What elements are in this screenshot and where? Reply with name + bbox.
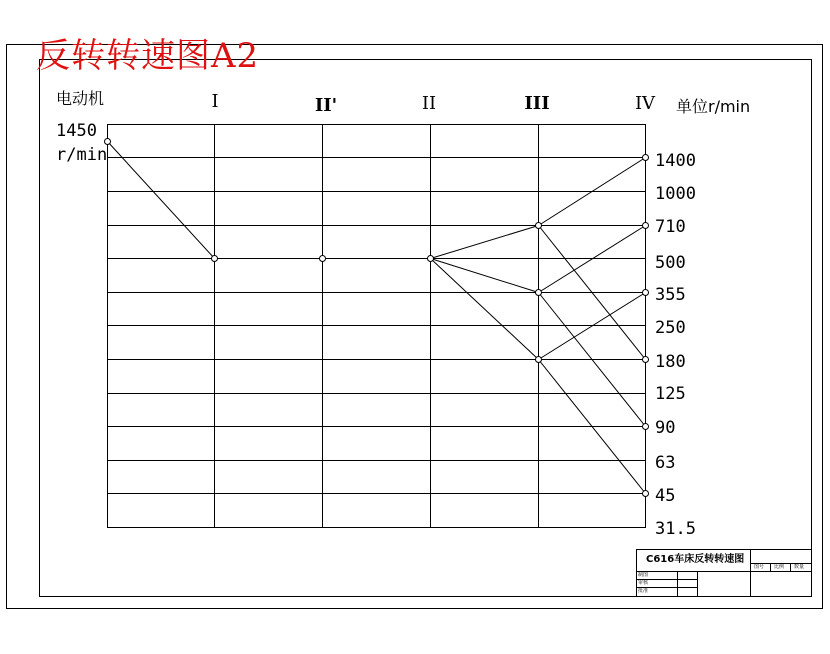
speed-label-250: 250: [655, 318, 686, 338]
speed-label-180: 180: [655, 352, 686, 372]
speed-node: [428, 256, 434, 262]
speed-node: [105, 139, 111, 145]
speed-node: [643, 155, 649, 161]
speed-node: [643, 491, 649, 497]
speed-node: [536, 290, 542, 296]
speed-node: [320, 256, 326, 262]
title-block-row-approved: 批准: [638, 588, 649, 594]
speed-transmission-line: [431, 226, 539, 259]
motor-label: 电动机: [56, 89, 105, 108]
title-block-cell-scale: 比例: [774, 564, 785, 570]
speed-label-1400: 1400: [655, 151, 696, 171]
speed-label-355: 355: [655, 285, 686, 305]
speed-label-1000: 1000: [655, 184, 696, 204]
speed-node: [643, 223, 649, 229]
title-block-row-reviewed: 审核: [638, 580, 649, 586]
motor-speed: 1450: [56, 121, 97, 141]
speed-nodes: [105, 139, 649, 497]
speed-label-500: 500: [655, 253, 686, 273]
speed-lines: [108, 142, 646, 494]
title-block-row-drafted: 制图: [638, 572, 649, 578]
shaft-label-iv: IV: [634, 93, 656, 114]
speed-node: [212, 256, 218, 262]
speed-node: [643, 290, 649, 296]
speed-transmission-line: [108, 142, 215, 259]
speed-label-90: 90: [655, 418, 676, 438]
speed-transmission-line: [431, 259, 539, 360]
drawing-title: 反转转速图A2: [36, 36, 260, 76]
shaft-label-ii-prime: II': [314, 95, 338, 116]
speed-node: [643, 357, 649, 363]
speed-label-710: 710: [655, 217, 686, 237]
sheet-inner-border: [40, 60, 812, 597]
shaft-label-i: I: [211, 91, 219, 112]
speed-unit-label: 单位r/min: [676, 97, 751, 116]
speed-label-31-5: 31.5: [655, 519, 696, 539]
title-block-cell-drawing-no: 图号: [754, 564, 765, 570]
speed-label-63: 63: [655, 453, 676, 473]
speed-node: [536, 223, 542, 229]
speed-node: [536, 357, 542, 363]
title-block-cell-quantity: 数量: [794, 564, 805, 570]
speed-label-45: 45: [655, 486, 676, 506]
speed-transmission-line: [431, 259, 539, 293]
motor-speed-unit: r/min: [56, 145, 108, 165]
sheet-outer-border: [7, 45, 823, 609]
speed-label-125: 125: [655, 384, 686, 404]
shaft-label-ii: II: [421, 93, 437, 114]
shaft-label-iii: III: [524, 93, 550, 114]
speed-node: [643, 424, 649, 430]
title-block-drawing-name: C616车床反转转速图: [646, 554, 745, 565]
